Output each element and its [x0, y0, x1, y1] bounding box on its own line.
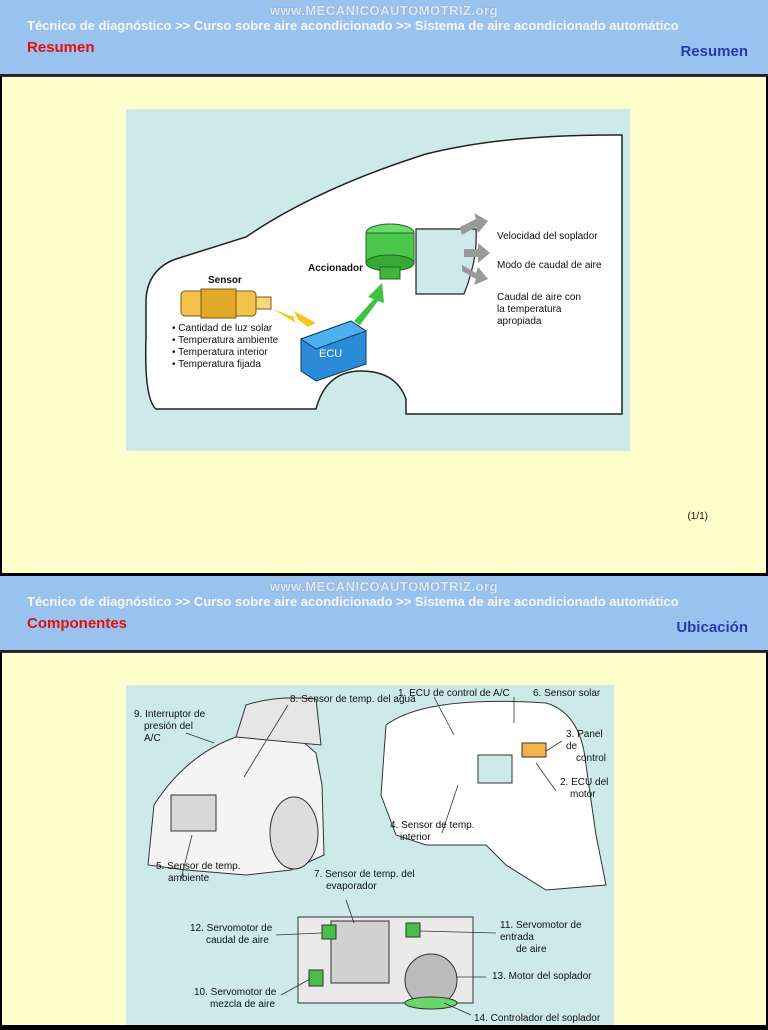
- input-list: [172, 323, 278, 371]
- label-sensor-solar: 6. Sensor solar: [533, 688, 601, 699]
- ecu-label: ECU: [319, 348, 343, 360]
- section-title: Resumen: [27, 39, 95, 56]
- breadcrumb[interactable]: Técnico de diagnóstico >> Curso sobre aire acondicionado >> Sistema de aire acondicionado automático: [27, 18, 679, 33]
- breadcrumb[interactable]: Técnico de diagnóstico >> Curso sobre aire acondicionado >> Sistema de aire acondicionado automático: [27, 594, 679, 609]
- output-temperature-airflow: Caudal de aire con la temperatura apropiada: [497, 292, 581, 327]
- input-item: • Temperatura interior: [172, 347, 268, 358]
- input-item: • Temperatura ambiente: [172, 335, 279, 346]
- sensor-label: Sensor: [208, 275, 242, 286]
- label-controlador-soplador: 14. Controlador del soplador: [474, 1013, 601, 1024]
- slide-header: [0, 576, 768, 652]
- hvac-unit-drawing: [298, 917, 473, 1009]
- watermark: www.MECANICOAUTOMOTRIZ.org: [269, 579, 499, 594]
- label-sensor-temp-agua: 8. Sensor de temp. del agua: [290, 694, 416, 705]
- watermark: www.MECANICOAUTOMOTRIZ.org: [269, 3, 499, 18]
- label-panel-control: 3. Panel de control: [566, 729, 607, 764]
- output-blower-speed: Velocidad del soplador: [497, 231, 598, 242]
- slide-componentes: [0, 576, 768, 1024]
- section-link-resumen[interactable]: Resumen: [680, 43, 748, 60]
- label-ecu-control-ac: 1. ECU de control de A/C: [398, 688, 510, 699]
- label-ecu-motor: 2. ECU del motor: [560, 777, 609, 800]
- section-link-ubicacion[interactable]: Ubicación: [676, 619, 748, 636]
- system-overview-figure: [126, 109, 630, 451]
- slide-header: [0, 0, 768, 76]
- slide-body: [2, 652, 766, 1025]
- slide-body: [2, 76, 766, 573]
- input-item: • Cantidad de luz solar: [172, 323, 273, 334]
- control-panel-icon: [478, 755, 512, 783]
- label-servomotor-entrada: 11. Servomotor de entrada de aire: [500, 920, 582, 955]
- car-outline-diagram: [126, 109, 630, 451]
- label-servomotor-mezcla: 10. Servomotor de mezcla de aire: [194, 987, 277, 1010]
- section-title: Componentes: [27, 615, 128, 632]
- components-figure: [126, 685, 614, 1025]
- label-sensor-temp-ambiente: 5. Sensor de temp. ambiente: [156, 861, 241, 884]
- ecu-icon: [522, 743, 546, 757]
- label-servomotor-caudal: 12. Servomotor de caudal de aire: [190, 923, 273, 946]
- label-motor-soplador: 13. Motor del soplador: [492, 971, 592, 982]
- window-outline: [416, 229, 476, 294]
- label-interruptor-presion: 9. Interruptor de presión del A/C: [134, 709, 206, 744]
- input-item: • Temperatura fijada: [172, 359, 261, 370]
- label-sensor-temp-evaporador: 7. Sensor de temp. del evaporador: [314, 869, 415, 892]
- label-sensor-temp-interior: 4. Sensor de temp. interior: [390, 820, 475, 843]
- actuator-label: Accionador: [308, 263, 364, 274]
- page-indicator: (1/1): [687, 511, 708, 522]
- output-airflow-mode: Modo de caudal de aire: [497, 260, 602, 271]
